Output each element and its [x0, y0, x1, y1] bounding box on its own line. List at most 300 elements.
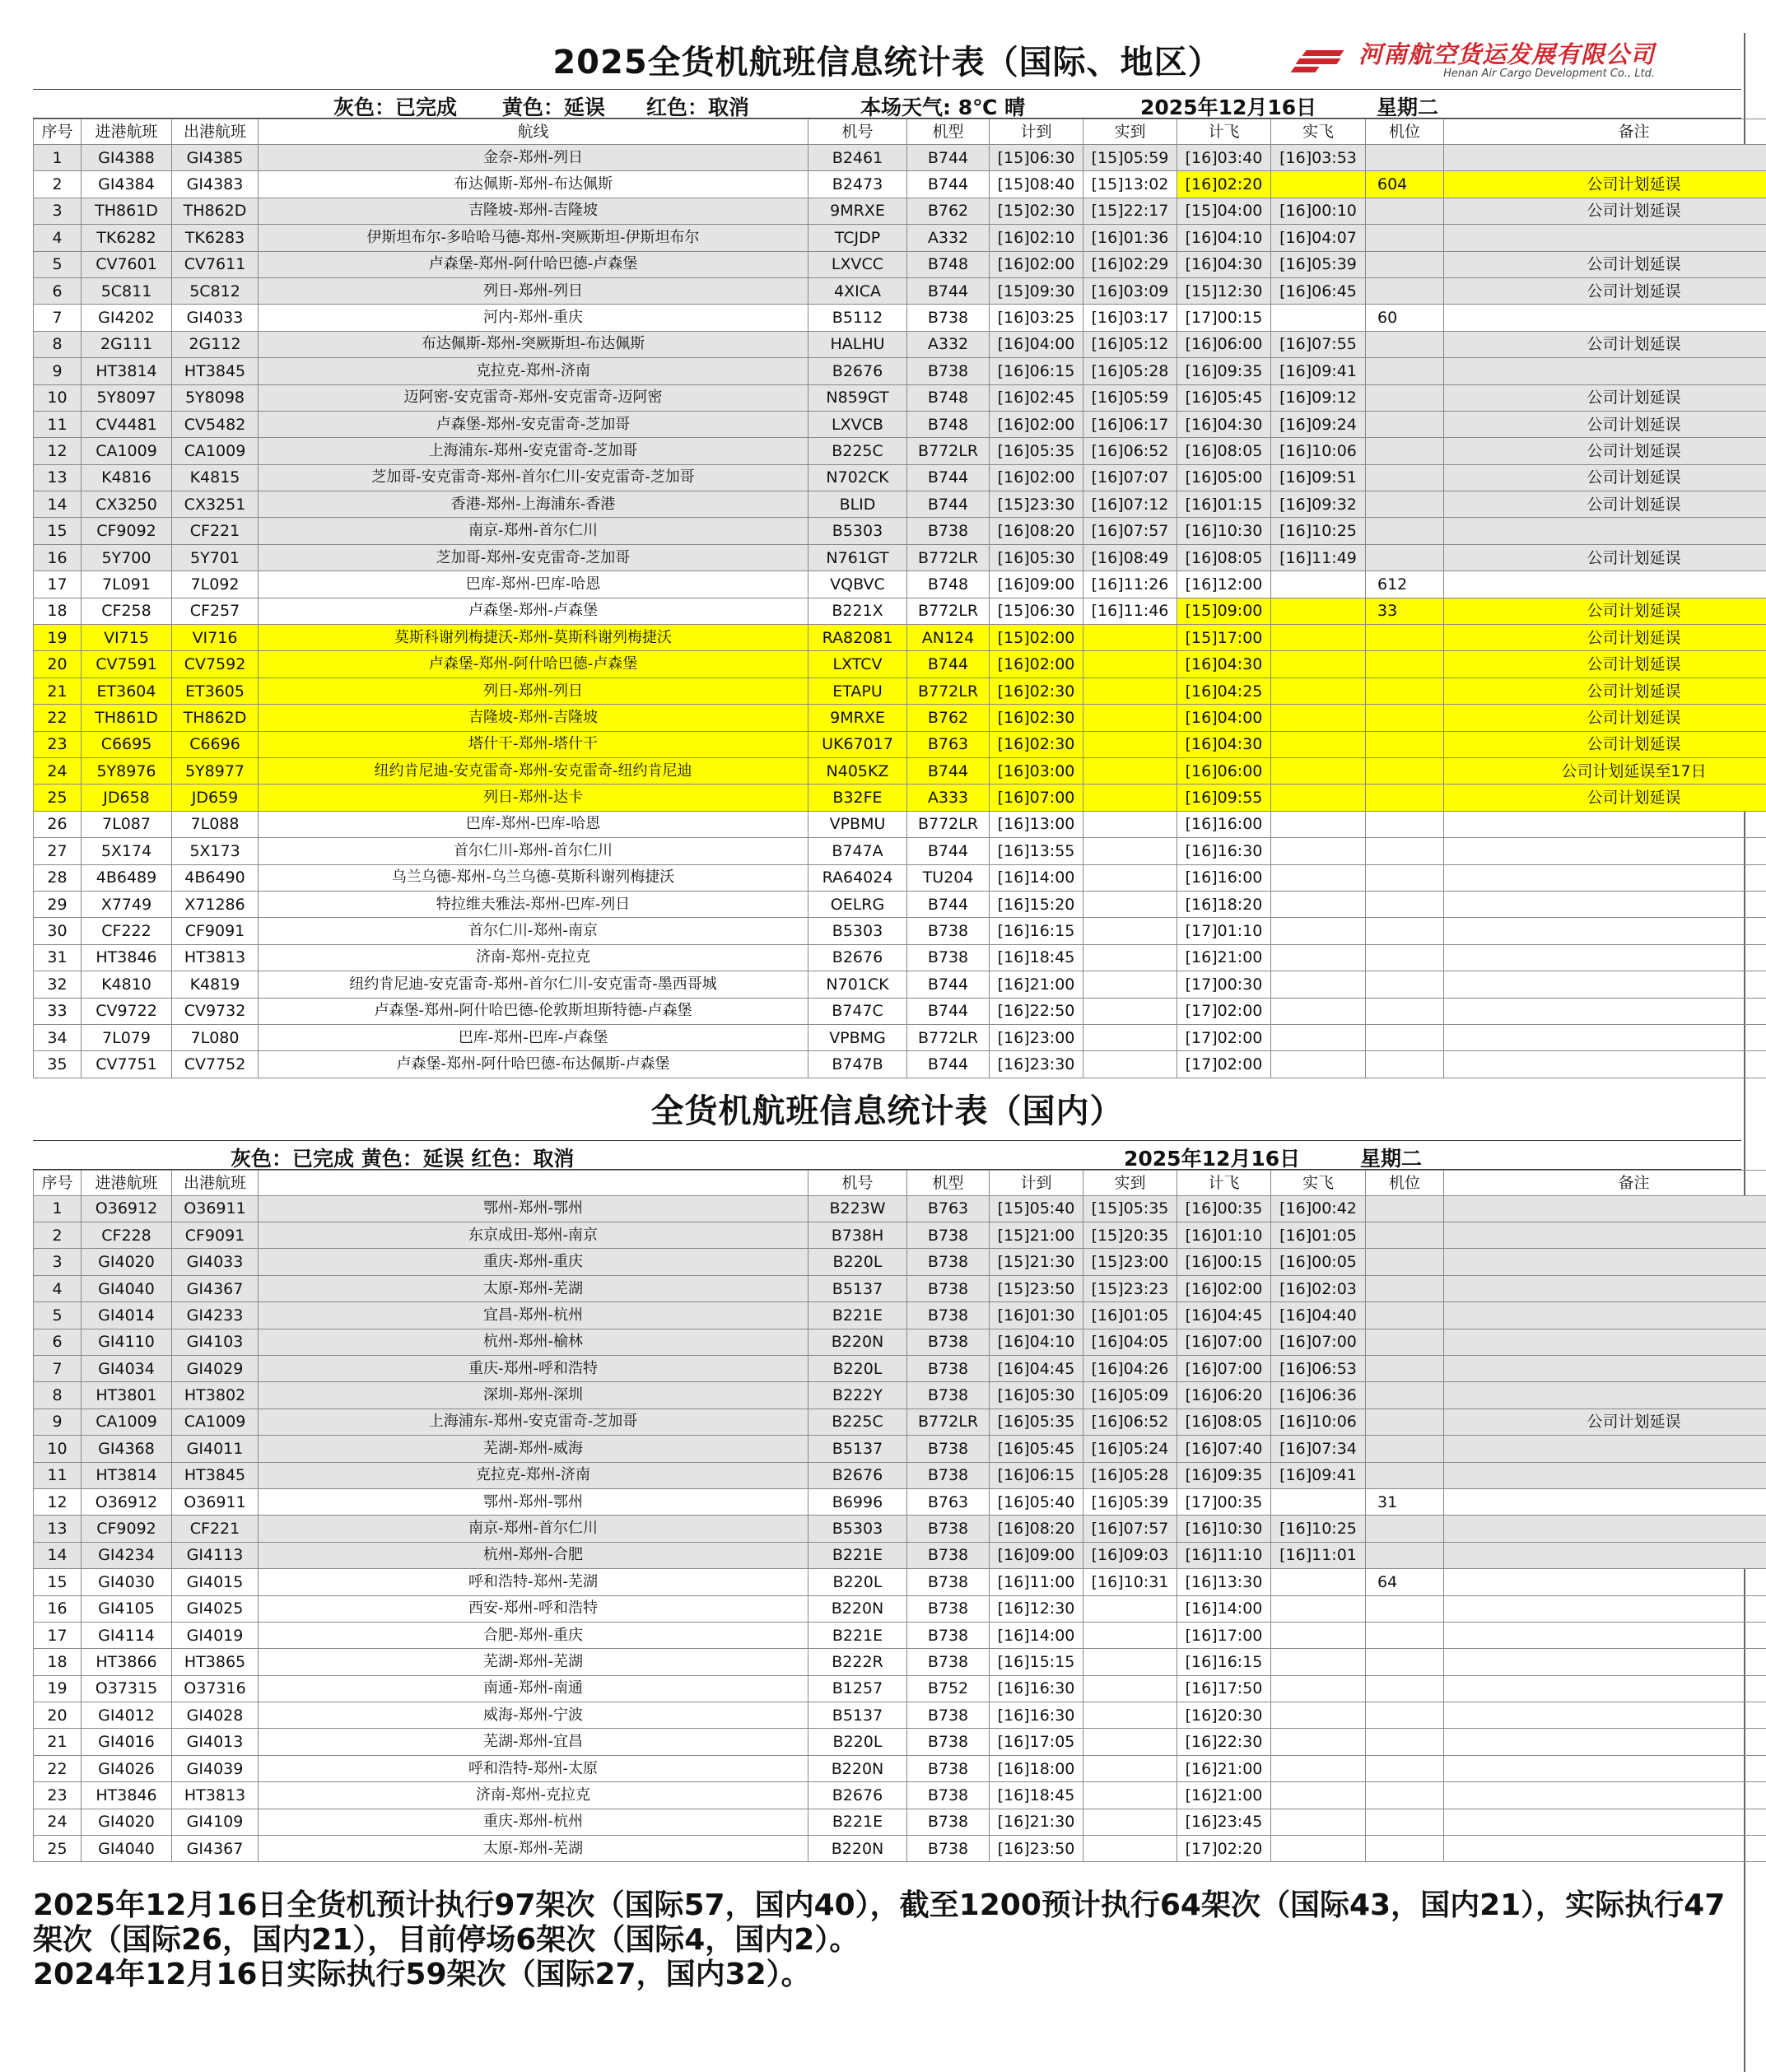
cell-sched-arr: [16]14:00 [990, 864, 1083, 891]
cell-sched-dep: [17]01:10 [1177, 918, 1271, 944]
cell-outbound-flight: GI4029 [172, 1356, 259, 1382]
cell-reg: LXVCB [808, 411, 907, 437]
cell-outbound-flight: GI4033 [172, 305, 259, 331]
cell-remark: 公司计划延误 [1444, 598, 1766, 624]
cell-seq: 20 [34, 651, 82, 677]
cell-seq: 13 [34, 464, 82, 491]
cell-actual-dep [1271, 757, 1366, 784]
cell-actual-dep [1271, 1755, 1366, 1781]
cell-reg: LXTCV [808, 651, 907, 677]
cell-actual-arr: [15]20:35 [1083, 1222, 1177, 1249]
cell-remark: 公司计划延误 [1444, 625, 1766, 651]
cell-outbound-flight: GI4385 [172, 145, 259, 171]
cell-sched-arr: [15]05:40 [990, 1195, 1083, 1222]
cell-actual-dep [1271, 785, 1366, 811]
cell-aircraft-type: A333 [907, 785, 990, 811]
cell-aircraft-type: B738 [907, 1622, 990, 1648]
cell-route: 吉隆坡-郑州-吉隆坡 [259, 198, 808, 224]
cell-sched-arr: [16]15:20 [990, 891, 1083, 917]
weekday: 星期二 [1377, 95, 1439, 119]
cell-stand [1366, 891, 1444, 917]
logo-cn: 河南航空货运发展有限公司 [1358, 40, 1655, 68]
cell-reg: N761GT [808, 544, 907, 570]
cell-seq: 28 [34, 864, 82, 891]
cell-aircraft-type: B738 [907, 1542, 990, 1568]
intl-header-route: 航线 [259, 119, 808, 145]
dom-header-reg: 机号 [808, 1170, 907, 1195]
cell-route: 卢森堡-郑州-阿什哈巴德-卢森堡 [259, 251, 808, 277]
cell-stand [1366, 145, 1444, 171]
cell-remark: 公司计划延误 [1444, 785, 1766, 811]
cell-outbound-flight: O36911 [172, 1195, 259, 1222]
cell-reg: 4XICA [808, 277, 907, 304]
table-row [34, 1436, 1766, 1462]
cell-sched-arr: [16]04:10 [990, 1329, 1083, 1355]
cell-sched-arr: [16]06:15 [990, 358, 1083, 384]
table-row [34, 998, 1766, 1024]
cell-reg: 9MRXE [808, 198, 907, 224]
cell-outbound-flight: HT3802 [172, 1382, 259, 1408]
cell-actual-arr [1083, 811, 1177, 837]
cell-stand [1366, 1782, 1444, 1809]
cell-remark [1444, 1569, 1766, 1595]
cell-inbound-flight: 5C811 [82, 277, 172, 304]
cell-route: 卢森堡-郑州-卢森堡 [259, 598, 808, 624]
dom-legend-colors: 灰色：已完成 黄色：延误 红色：取消 [231, 1146, 575, 1171]
cell-inbound-flight: 7L087 [82, 811, 172, 837]
cell-reg: B221E [808, 1302, 907, 1329]
cell-actual-dep: [16]05:39 [1271, 251, 1366, 277]
cell-aircraft-type: B772LR [907, 438, 990, 464]
cell-reg: LXVCC [808, 251, 907, 277]
cell-actual-arr: [16]08:49 [1083, 544, 1177, 570]
cell-sched-dep: [16]18:20 [1177, 891, 1271, 917]
cell-aircraft-type: B772LR [907, 677, 990, 704]
cell-route: 深圳-郑州-深圳 [259, 1382, 808, 1408]
cell-actual-dep: [16]00:42 [1271, 1195, 1366, 1222]
cell-sched-dep: [16]01:15 [1177, 491, 1271, 518]
cell-seq: 17 [34, 1622, 82, 1648]
cell-inbound-flight: CF222 [82, 918, 172, 944]
table-row [34, 277, 1766, 304]
cell-actual-arr [1083, 1024, 1177, 1050]
cell-seq: 6 [34, 1329, 82, 1355]
cell-route: 列日-郑州-达卡 [259, 785, 808, 811]
cell-sched-dep: [16]08:05 [1177, 544, 1271, 570]
cell-sched-arr: [16]03:25 [990, 305, 1083, 331]
cell-actual-arr: [16]01:36 [1083, 225, 1177, 251]
dom-legend [33, 1140, 1741, 1170]
cell-actual-dep [1271, 625, 1366, 651]
cell-sched-arr: [16]05:30 [990, 544, 1083, 570]
cell-seq: 6 [34, 277, 82, 304]
logo-en: Henan Air Cargo Development Co., Ltd. [1443, 68, 1655, 80]
cell-outbound-flight: 5X173 [172, 838, 259, 864]
cell-aircraft-type: B752 [907, 1675, 990, 1702]
cell-aircraft-type: B748 [907, 384, 990, 411]
table-row [34, 438, 1766, 464]
cell-actual-dep [1271, 171, 1366, 198]
dom-header-route [259, 1170, 808, 1195]
cell-outbound-flight: CA1009 [172, 438, 259, 464]
table-row [34, 384, 1766, 411]
table-row [34, 305, 1766, 331]
cell-stand [1366, 225, 1444, 251]
cell-seq: 12 [34, 438, 82, 464]
cell-outbound-flight: GI4033 [172, 1249, 259, 1275]
table-row [34, 971, 1766, 998]
cell-seq: 8 [34, 1382, 82, 1408]
dom-header-row [34, 1170, 1766, 1195]
cell-outbound-flight: 2G112 [172, 331, 259, 357]
cell-actual-arr: [16]09:03 [1083, 1542, 1177, 1568]
cell-seq: 16 [34, 1595, 82, 1622]
cell-inbound-flight: C6695 [82, 731, 172, 757]
cell-actual-dep [1271, 1649, 1366, 1675]
cell-route: 河内-郑州-重庆 [259, 305, 808, 331]
cell-sched-arr: [16]18:45 [990, 944, 1083, 971]
cell-remark [1444, 1488, 1766, 1515]
table-row [34, 198, 1766, 224]
cell-seq: 15 [34, 518, 82, 544]
cell-aircraft-type: B738 [907, 518, 990, 544]
cell-reg: B222R [808, 1649, 907, 1675]
cell-reg: B221X [808, 598, 907, 624]
table-row [34, 891, 1766, 917]
cell-inbound-flight: 5Y700 [82, 544, 172, 570]
cell-actual-arr [1083, 1809, 1177, 1835]
cell-remark [1444, 1542, 1766, 1568]
cell-inbound-flight: 2G111 [82, 331, 172, 357]
intl-header-outbound-flight: 出港航班 [172, 119, 259, 145]
cell-route: 上海浦东-郑州-安克雷奇-芝加哥 [259, 1408, 808, 1435]
cell-outbound-flight: HT3813 [172, 1782, 259, 1809]
cell-remark [1444, 1836, 1766, 1862]
cell-actual-arr [1083, 677, 1177, 704]
cell-aircraft-type: B772LR [907, 1408, 990, 1435]
cell-seq: 7 [34, 1356, 82, 1382]
cell-remark [1444, 891, 1766, 917]
cell-outbound-flight: CX3251 [172, 491, 259, 518]
legend-red: 红色：取消 [646, 95, 750, 119]
intl-header-aircraft-type: 机型 [907, 119, 990, 145]
cell-seq: 31 [34, 944, 82, 971]
cell-inbound-flight: 5X174 [82, 838, 172, 864]
cell-sched-dep: [15]09:00 [1177, 598, 1271, 624]
cell-reg: B5112 [808, 305, 907, 331]
cell-outbound-flight: GI4109 [172, 1809, 259, 1835]
cell-aircraft-type: B738 [907, 1836, 990, 1862]
table-row [34, 1249, 1766, 1275]
cell-seq: 10 [34, 384, 82, 411]
cell-actual-arr [1083, 864, 1177, 891]
cell-aircraft-type: B738 [907, 1595, 990, 1622]
cell-stand [1366, 251, 1444, 277]
cell-reg: B221E [808, 1809, 907, 1835]
cell-aircraft-type: B744 [907, 838, 990, 864]
cell-stand [1366, 864, 1444, 891]
cell-aircraft-type: B738 [907, 305, 990, 331]
cell-remark [1444, 1702, 1766, 1729]
cell-stand [1366, 838, 1444, 864]
cell-sched-dep: [16]17:50 [1177, 1675, 1271, 1702]
cell-remark [1444, 998, 1766, 1024]
cell-sched-arr: [16]02:30 [990, 705, 1083, 731]
cell-route: 巴库-郑州-巴库-哈恩 [259, 811, 808, 837]
intl-header-seq: 序号 [34, 119, 82, 145]
dom-header-seq: 序号 [34, 1170, 82, 1195]
cell-sched-arr: [16]23:50 [990, 1836, 1083, 1862]
table-row [34, 1488, 1766, 1515]
cell-reg: B220L [808, 1729, 907, 1755]
cell-actual-dep [1271, 1702, 1366, 1729]
cell-inbound-flight: 4B6489 [82, 864, 172, 891]
cell-outbound-flight: O37316 [172, 1675, 259, 1702]
cell-remark [1444, 1436, 1766, 1462]
cell-sched-arr: [16]02:00 [990, 651, 1083, 677]
cell-aircraft-type: B738 [907, 1275, 990, 1301]
report-date: 2025年12月16日 [1140, 95, 1317, 119]
cell-sched-arr: [16]12:30 [990, 1595, 1083, 1622]
cell-stand [1366, 944, 1444, 971]
cell-reg: B5137 [808, 1275, 907, 1301]
cell-remark: 公司计划延误 [1444, 171, 1766, 198]
cell-route: 迈阿密-安克雷奇-郑州-安克雷奇-迈阿密 [259, 384, 808, 411]
cell-outbound-flight: 7L080 [172, 1024, 259, 1050]
cell-sched-arr: [16]05:35 [990, 1408, 1083, 1435]
cell-reg: B5137 [808, 1436, 907, 1462]
cell-actual-dep [1271, 1809, 1366, 1835]
cell-inbound-flight: GI4030 [82, 1569, 172, 1595]
cell-actual-dep: [16]09:32 [1271, 491, 1366, 518]
cell-actual-arr: [16]11:26 [1083, 571, 1177, 598]
cell-sched-dep: [16]09:55 [1177, 785, 1271, 811]
cell-seq: 2 [34, 1222, 82, 1249]
intl-header-reg: 机号 [808, 119, 907, 145]
cell-remark [1444, 1195, 1766, 1222]
cell-actual-arr: [16]05:39 [1083, 1488, 1177, 1515]
cell-aircraft-type: B738 [907, 1782, 990, 1809]
cell-sched-arr: [15]21:00 [990, 1222, 1083, 1249]
cell-outbound-flight: GI4383 [172, 171, 259, 198]
cell-outbound-flight: GI4367 [172, 1836, 259, 1862]
cell-inbound-flight: GI4020 [82, 1809, 172, 1835]
cell-remark: 公司计划延误 [1444, 384, 1766, 411]
cell-actual-dep: [16]04:40 [1271, 1302, 1366, 1329]
intl-legend [33, 89, 1741, 119]
dom-header-sched-arr: 计到 [990, 1170, 1083, 1195]
cell-route: 乌兰乌德-郑州-乌兰乌德-莫斯科谢列梅捷沃 [259, 864, 808, 891]
cell-actual-arr [1083, 891, 1177, 917]
table-row [34, 1329, 1766, 1355]
cell-stand [1366, 731, 1444, 757]
cell-inbound-flight: GI4368 [82, 1436, 172, 1462]
cell-inbound-flight: CV7591 [82, 651, 172, 677]
table-row [34, 1809, 1766, 1835]
cell-inbound-flight: GI4020 [82, 1249, 172, 1275]
cell-outbound-flight: 5Y8098 [172, 384, 259, 411]
cell-route: 芝加哥-安克雷奇-郑州-首尔仁川-安克雷奇-芝加哥 [259, 464, 808, 491]
cell-seq: 7 [34, 305, 82, 331]
cell-inbound-flight: GI4384 [82, 171, 172, 198]
cell-inbound-flight: GI4012 [82, 1702, 172, 1729]
cell-route: 重庆-郑州-杭州 [259, 1809, 808, 1835]
cell-aircraft-type: B738 [907, 1702, 990, 1729]
cell-outbound-flight: CF9091 [172, 1222, 259, 1249]
cell-reg: N701CK [808, 971, 907, 998]
cell-actual-arr: [15]23:23 [1083, 1275, 1177, 1301]
cell-remark [1444, 358, 1766, 384]
cell-inbound-flight: GI4202 [82, 305, 172, 331]
cell-stand [1366, 785, 1444, 811]
cell-remark: 公司计划延误 [1444, 411, 1766, 437]
cell-route: 芜湖-郑州-威海 [259, 1436, 808, 1462]
cell-actual-arr: [16]06:17 [1083, 411, 1177, 437]
cell-actual-dep [1271, 1836, 1366, 1862]
cell-actual-dep [1271, 944, 1366, 971]
cell-seq: 11 [34, 1462, 82, 1488]
table-row [34, 705, 1766, 731]
sheet [33, 33, 1741, 1862]
cell-actual-dep: [16]11:49 [1271, 544, 1366, 570]
cell-route: 香港-郑州-上海浦东-香港 [259, 491, 808, 518]
cell-sched-dep: [16]16:00 [1177, 864, 1271, 891]
cell-route: 南京-郑州-首尔仁川 [259, 1516, 808, 1542]
cell-actual-arr: [16]02:29 [1083, 251, 1177, 277]
cell-actual-arr [1083, 918, 1177, 944]
cell-seq: 32 [34, 971, 82, 998]
table-row [34, 1382, 1766, 1408]
cell-sched-arr: [16]05:35 [990, 438, 1083, 464]
table-row [34, 1649, 1766, 1675]
cell-actual-arr: [16]05:28 [1083, 358, 1177, 384]
table-row [34, 1222, 1766, 1249]
cell-aircraft-type: B744 [907, 757, 990, 784]
cell-outbound-flight: GI4025 [172, 1595, 259, 1622]
cell-actual-arr: [15]23:00 [1083, 1249, 1177, 1275]
cell-stand [1366, 1702, 1444, 1729]
cell-seq: 24 [34, 757, 82, 784]
cell-remark [1444, 1249, 1766, 1275]
dom-weekday: 星期二 [1360, 1146, 1423, 1171]
cell-stand [1366, 1382, 1444, 1408]
cell-sched-arr: [16]16:30 [990, 1702, 1083, 1729]
cell-aircraft-type: B738 [907, 1356, 990, 1382]
cell-remark: 公司计划延误 [1444, 251, 1766, 277]
cell-actual-dep: [16]11:01 [1271, 1542, 1366, 1568]
cell-seq: 3 [34, 198, 82, 224]
cell-reg: RA64024 [808, 864, 907, 891]
cell-actual-arr: [16]07:12 [1083, 491, 1177, 518]
cell-sched-arr: [16]22:50 [990, 998, 1083, 1024]
cell-outbound-flight: TH862D [172, 198, 259, 224]
cell-aircraft-type: B744 [907, 971, 990, 998]
table-row [34, 1275, 1766, 1301]
cell-sched-arr: [16]05:40 [990, 1488, 1083, 1515]
cell-actual-dep [1271, 1051, 1366, 1078]
cell-actual-arr [1083, 1051, 1177, 1078]
cell-actual-dep [1271, 1595, 1366, 1622]
cell-sched-arr: [15]06:30 [990, 598, 1083, 624]
cell-reg: B2461 [808, 145, 907, 171]
cell-actual-dep: [16]09:41 [1271, 358, 1366, 384]
cell-remark [1444, 944, 1766, 971]
cell-actual-arr [1083, 651, 1177, 677]
cell-sched-dep: [17]00:15 [1177, 305, 1271, 331]
cell-route: 合肥-郑州-重庆 [259, 1622, 808, 1648]
cell-route: 芜湖-郑州-芜湖 [259, 1649, 808, 1675]
cell-aircraft-type: B738 [907, 1329, 990, 1355]
cell-stand [1366, 811, 1444, 837]
cell-sched-arr: [16]23:00 [990, 1024, 1083, 1050]
cell-inbound-flight: CV4481 [82, 411, 172, 437]
cell-route: 特拉维夫雅法-郑州-巴库-列日 [259, 891, 808, 917]
cell-sched-dep: [16]16:30 [1177, 838, 1271, 864]
cell-sched-arr: [16]18:00 [990, 1755, 1083, 1781]
cell-route: 卢森堡-郑州-阿什哈巴德-伦敦斯坦斯特德-卢森堡 [259, 998, 808, 1024]
cell-stand [1366, 491, 1444, 518]
cell-sched-dep: [16]16:00 [1177, 811, 1271, 837]
cell-aircraft-type: B738 [907, 1516, 990, 1542]
cell-sched-arr: [15]02:30 [990, 198, 1083, 224]
cell-outbound-flight: 7L092 [172, 571, 259, 598]
cell-reg: B2676 [808, 1782, 907, 1809]
cell-actual-arr [1083, 625, 1177, 651]
cell-seq: 33 [34, 998, 82, 1024]
cell-remark: 公司计划延误 [1444, 277, 1766, 304]
cell-seq: 17 [34, 571, 82, 598]
cell-remark [1444, 811, 1766, 837]
cell-sched-dep: [16]09:35 [1177, 358, 1271, 384]
cell-inbound-flight: GI4114 [82, 1622, 172, 1648]
cell-actual-dep [1271, 305, 1366, 331]
cell-reg: VQBVC [808, 571, 907, 598]
cell-stand [1366, 1302, 1444, 1329]
cell-sched-dep: [16]00:35 [1177, 1195, 1271, 1222]
cell-remark [1444, 1675, 1766, 1702]
cell-stand [1366, 1516, 1444, 1542]
cell-route: 巴库-郑州-巴库-哈恩 [259, 571, 808, 598]
cell-inbound-flight: GI4234 [82, 1542, 172, 1568]
cell-reg: B747A [808, 838, 907, 864]
cell-reg: B1257 [808, 1675, 907, 1702]
cell-route: 南京-郑州-首尔仁川 [259, 518, 808, 544]
cell-inbound-flight: CF9092 [82, 518, 172, 544]
cell-actual-arr: [15]22:17 [1083, 198, 1177, 224]
cell-remark: 公司计划延误至17日 [1444, 757, 1766, 784]
cell-stand [1366, 1622, 1444, 1648]
cell-sched-arr: [16]15:15 [990, 1649, 1083, 1675]
cell-stand [1366, 464, 1444, 491]
cell-actual-dep: [16]06:45 [1271, 277, 1366, 304]
weather: 本场天气: 8℃ 晴 [860, 95, 1026, 119]
cell-sched-arr: [16]11:00 [990, 1569, 1083, 1595]
cell-actual-dep: [16]09:24 [1271, 411, 1366, 437]
cell-stand [1366, 651, 1444, 677]
cell-aircraft-type: B738 [907, 1462, 990, 1488]
cell-reg: B223W [808, 1195, 907, 1222]
cell-sched-arr: [15]02:00 [990, 625, 1083, 651]
table-row [34, 651, 1766, 677]
cell-stand [1366, 1249, 1444, 1275]
cell-aircraft-type: B744 [907, 171, 990, 198]
cell-outbound-flight: CF221 [172, 1516, 259, 1542]
cell-remark [1444, 1595, 1766, 1622]
cell-outbound-flight: CF221 [172, 518, 259, 544]
cell-remark [1444, 1302, 1766, 1329]
cell-actual-arr: [15]05:59 [1083, 145, 1177, 171]
cell-reg: B220L [808, 1249, 907, 1275]
